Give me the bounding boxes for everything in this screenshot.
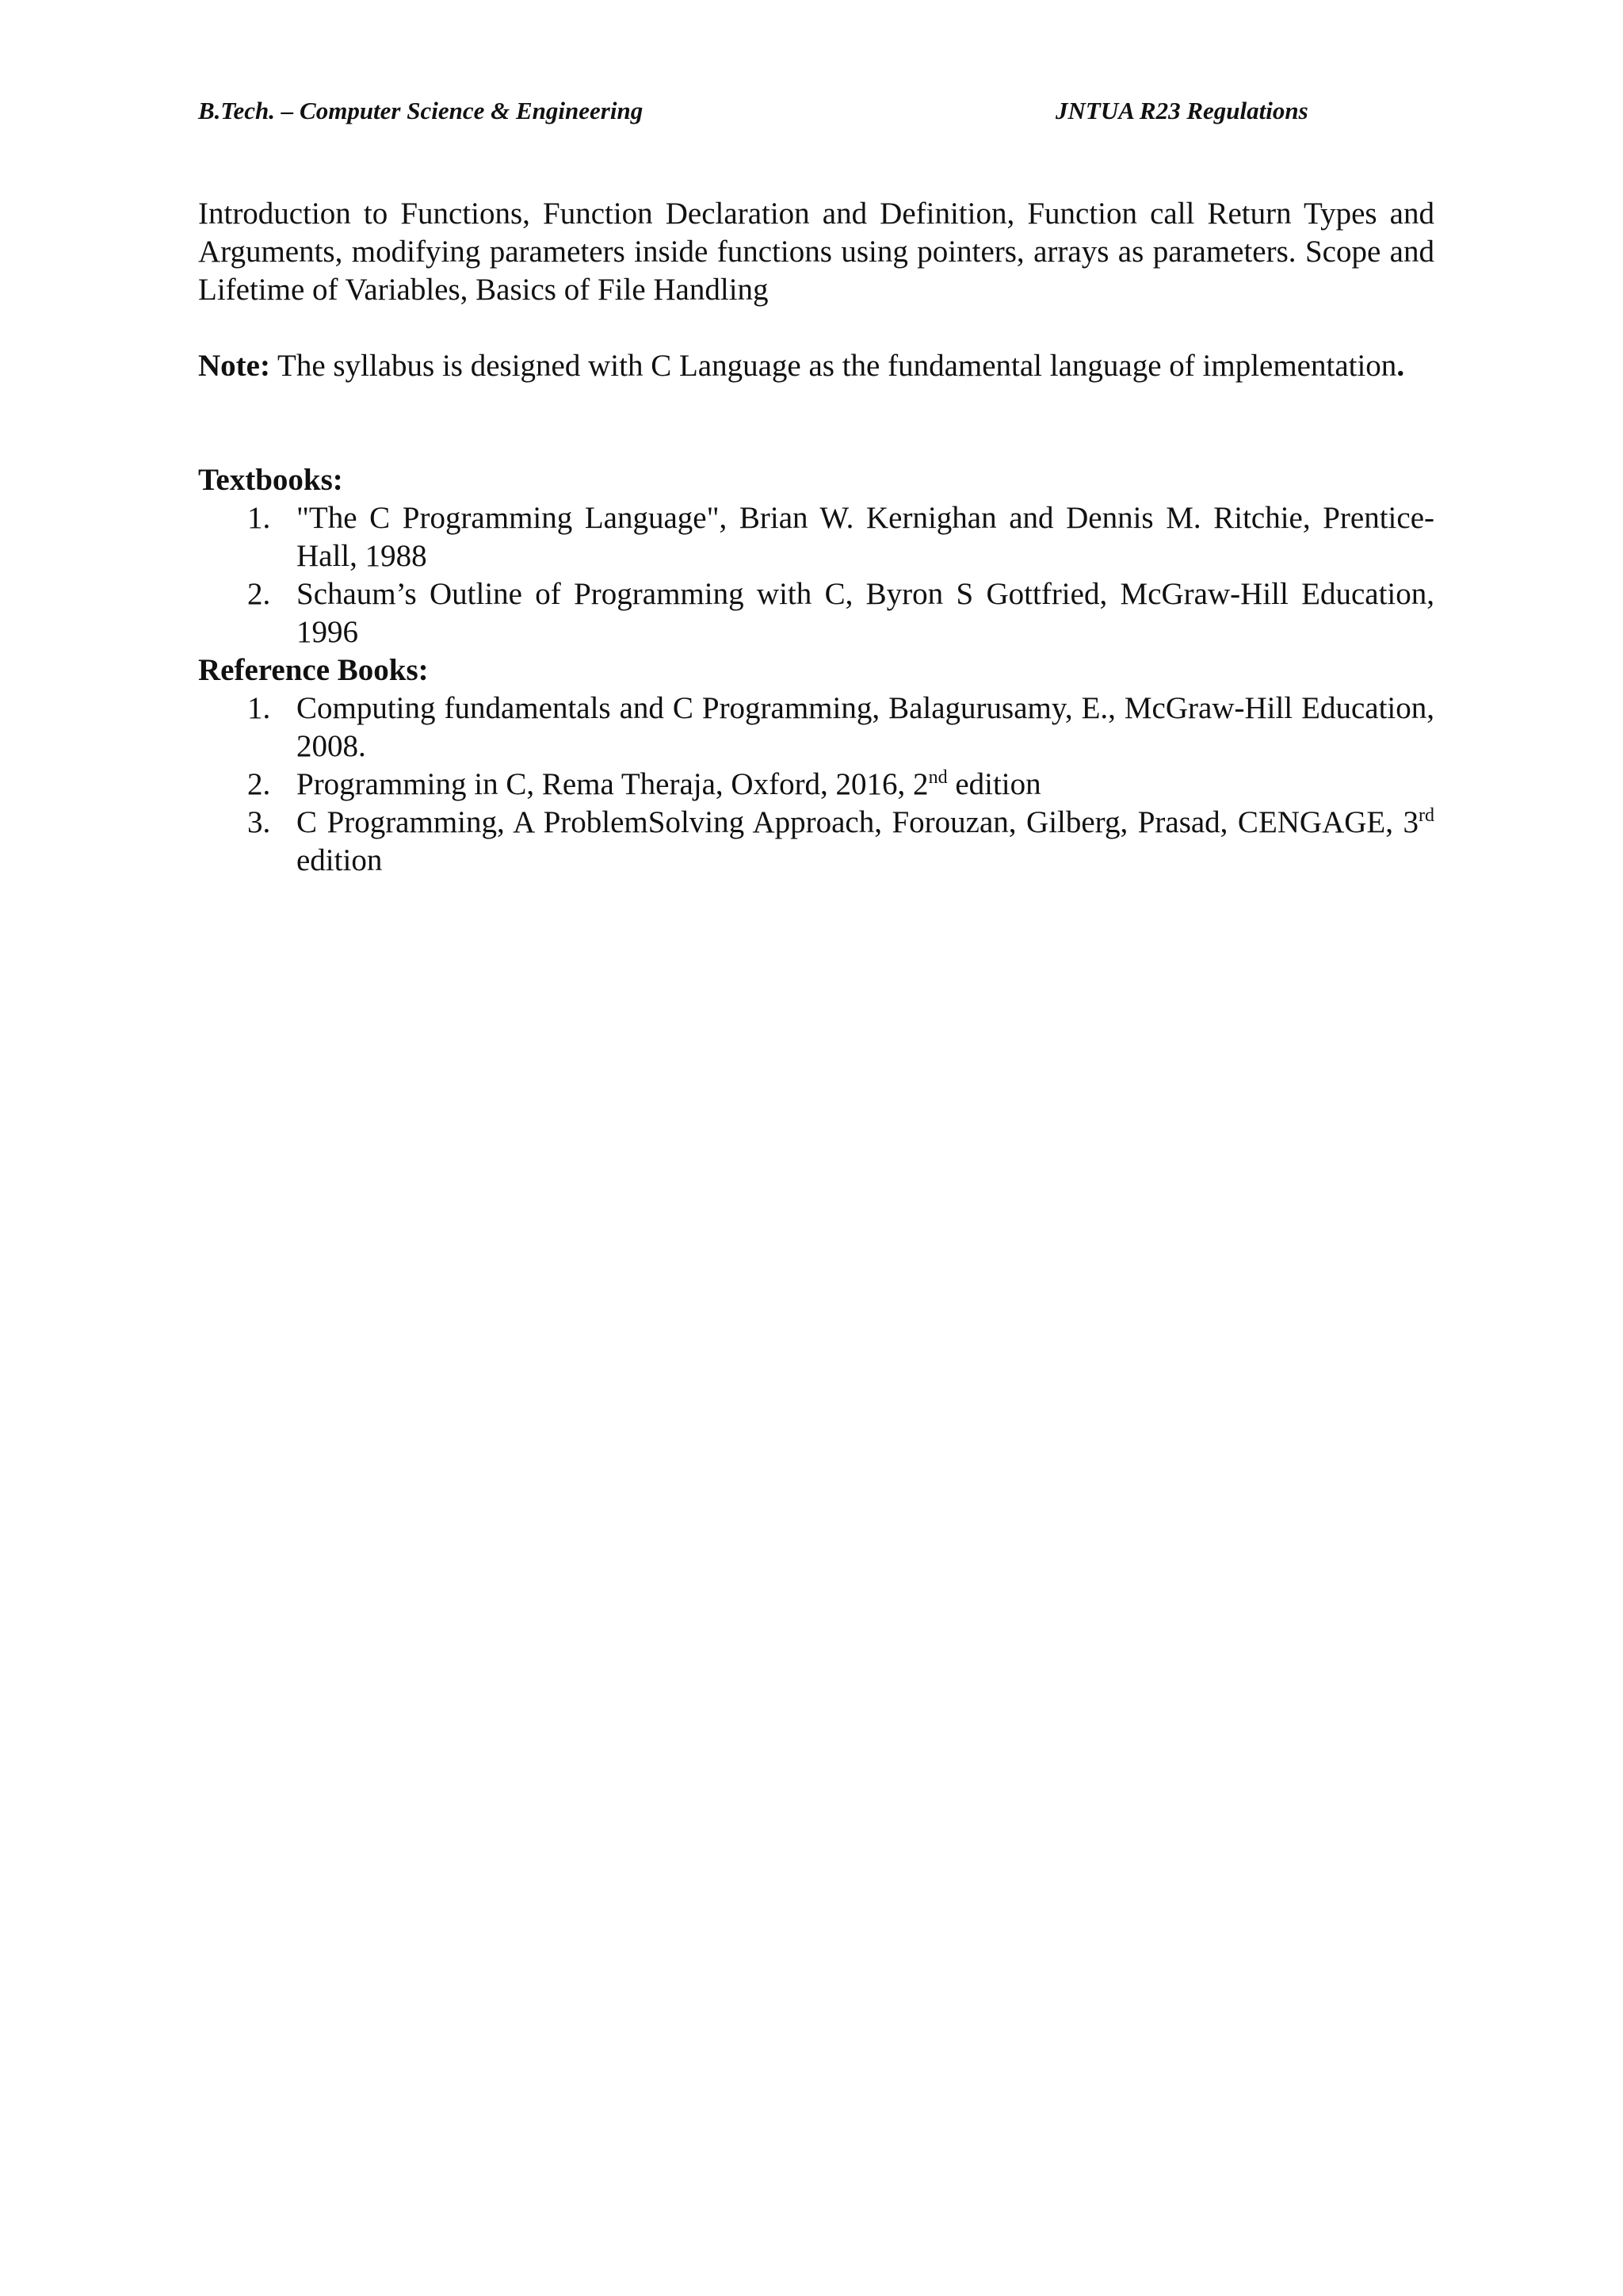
list-number: 1. [247, 691, 271, 725]
note-end: . [1396, 349, 1405, 383]
list-number: 1. [247, 501, 271, 535]
list-number: 3. [247, 805, 271, 839]
list-item-tail: edition [947, 767, 1041, 801]
list-item-text: "The C Programming Language", Brian W. Kernighan and Dennis M. Ritchie, Prentice-Hall, 1988 [296, 501, 1434, 573]
list-item-text: Programming in C, Rema Theraja, Oxford, 2016, 2 [296, 767, 929, 801]
header-program: B.Tech. – Computer Science & Engineering [198, 97, 643, 124]
list-number: 2. [247, 577, 271, 611]
list-item [198, 499, 1434, 575]
list-item [198, 804, 1434, 880]
textbooks-list [198, 499, 1434, 651]
reference-books-list [198, 690, 1434, 880]
list-item [198, 575, 1434, 651]
list-item [198, 690, 1434, 766]
textbooks-heading: Textbooks: [198, 463, 343, 497]
edition-superscript: nd [928, 767, 948, 788]
note-paragraph [198, 347, 1434, 385]
list-item-tail: edition [296, 843, 383, 877]
edition-superscript: rd [1419, 805, 1434, 826]
list-number: 2. [247, 767, 271, 801]
header-regulations: JNTUA R23 Regulations [1056, 97, 1308, 124]
list-item-text: Schaum’s Outline of Programming with C, Byron S Gottfried, McGraw-Hill Education, 1996 [296, 577, 1434, 649]
reference-books-heading: Reference Books: [198, 653, 429, 687]
list-item-text: Computing fundamentals and C Programming, Balagurusamy, E., McGraw-Hill Education, 2008. [296, 691, 1434, 763]
list-item [198, 766, 1434, 804]
intro-paragraph: Introduction to Functions, Function Declaration and Definition, Function call Return Types and Arguments, modifying parameters inside functions using pointers, arrays as parameters. Scope and Lifetime of Variables, Basics of File Handling [198, 197, 1434, 307]
list-item-text: C Programming, A ProblemSolving Approach, Forouzan, Gilberg, Prasad, CENGAGE, 3 [296, 805, 1419, 839]
note-text: The syllabus is designed with C Language as the fundamental language of implementation [269, 349, 1397, 383]
page-content [198, 195, 1434, 880]
note-label: Note: [198, 349, 270, 383]
